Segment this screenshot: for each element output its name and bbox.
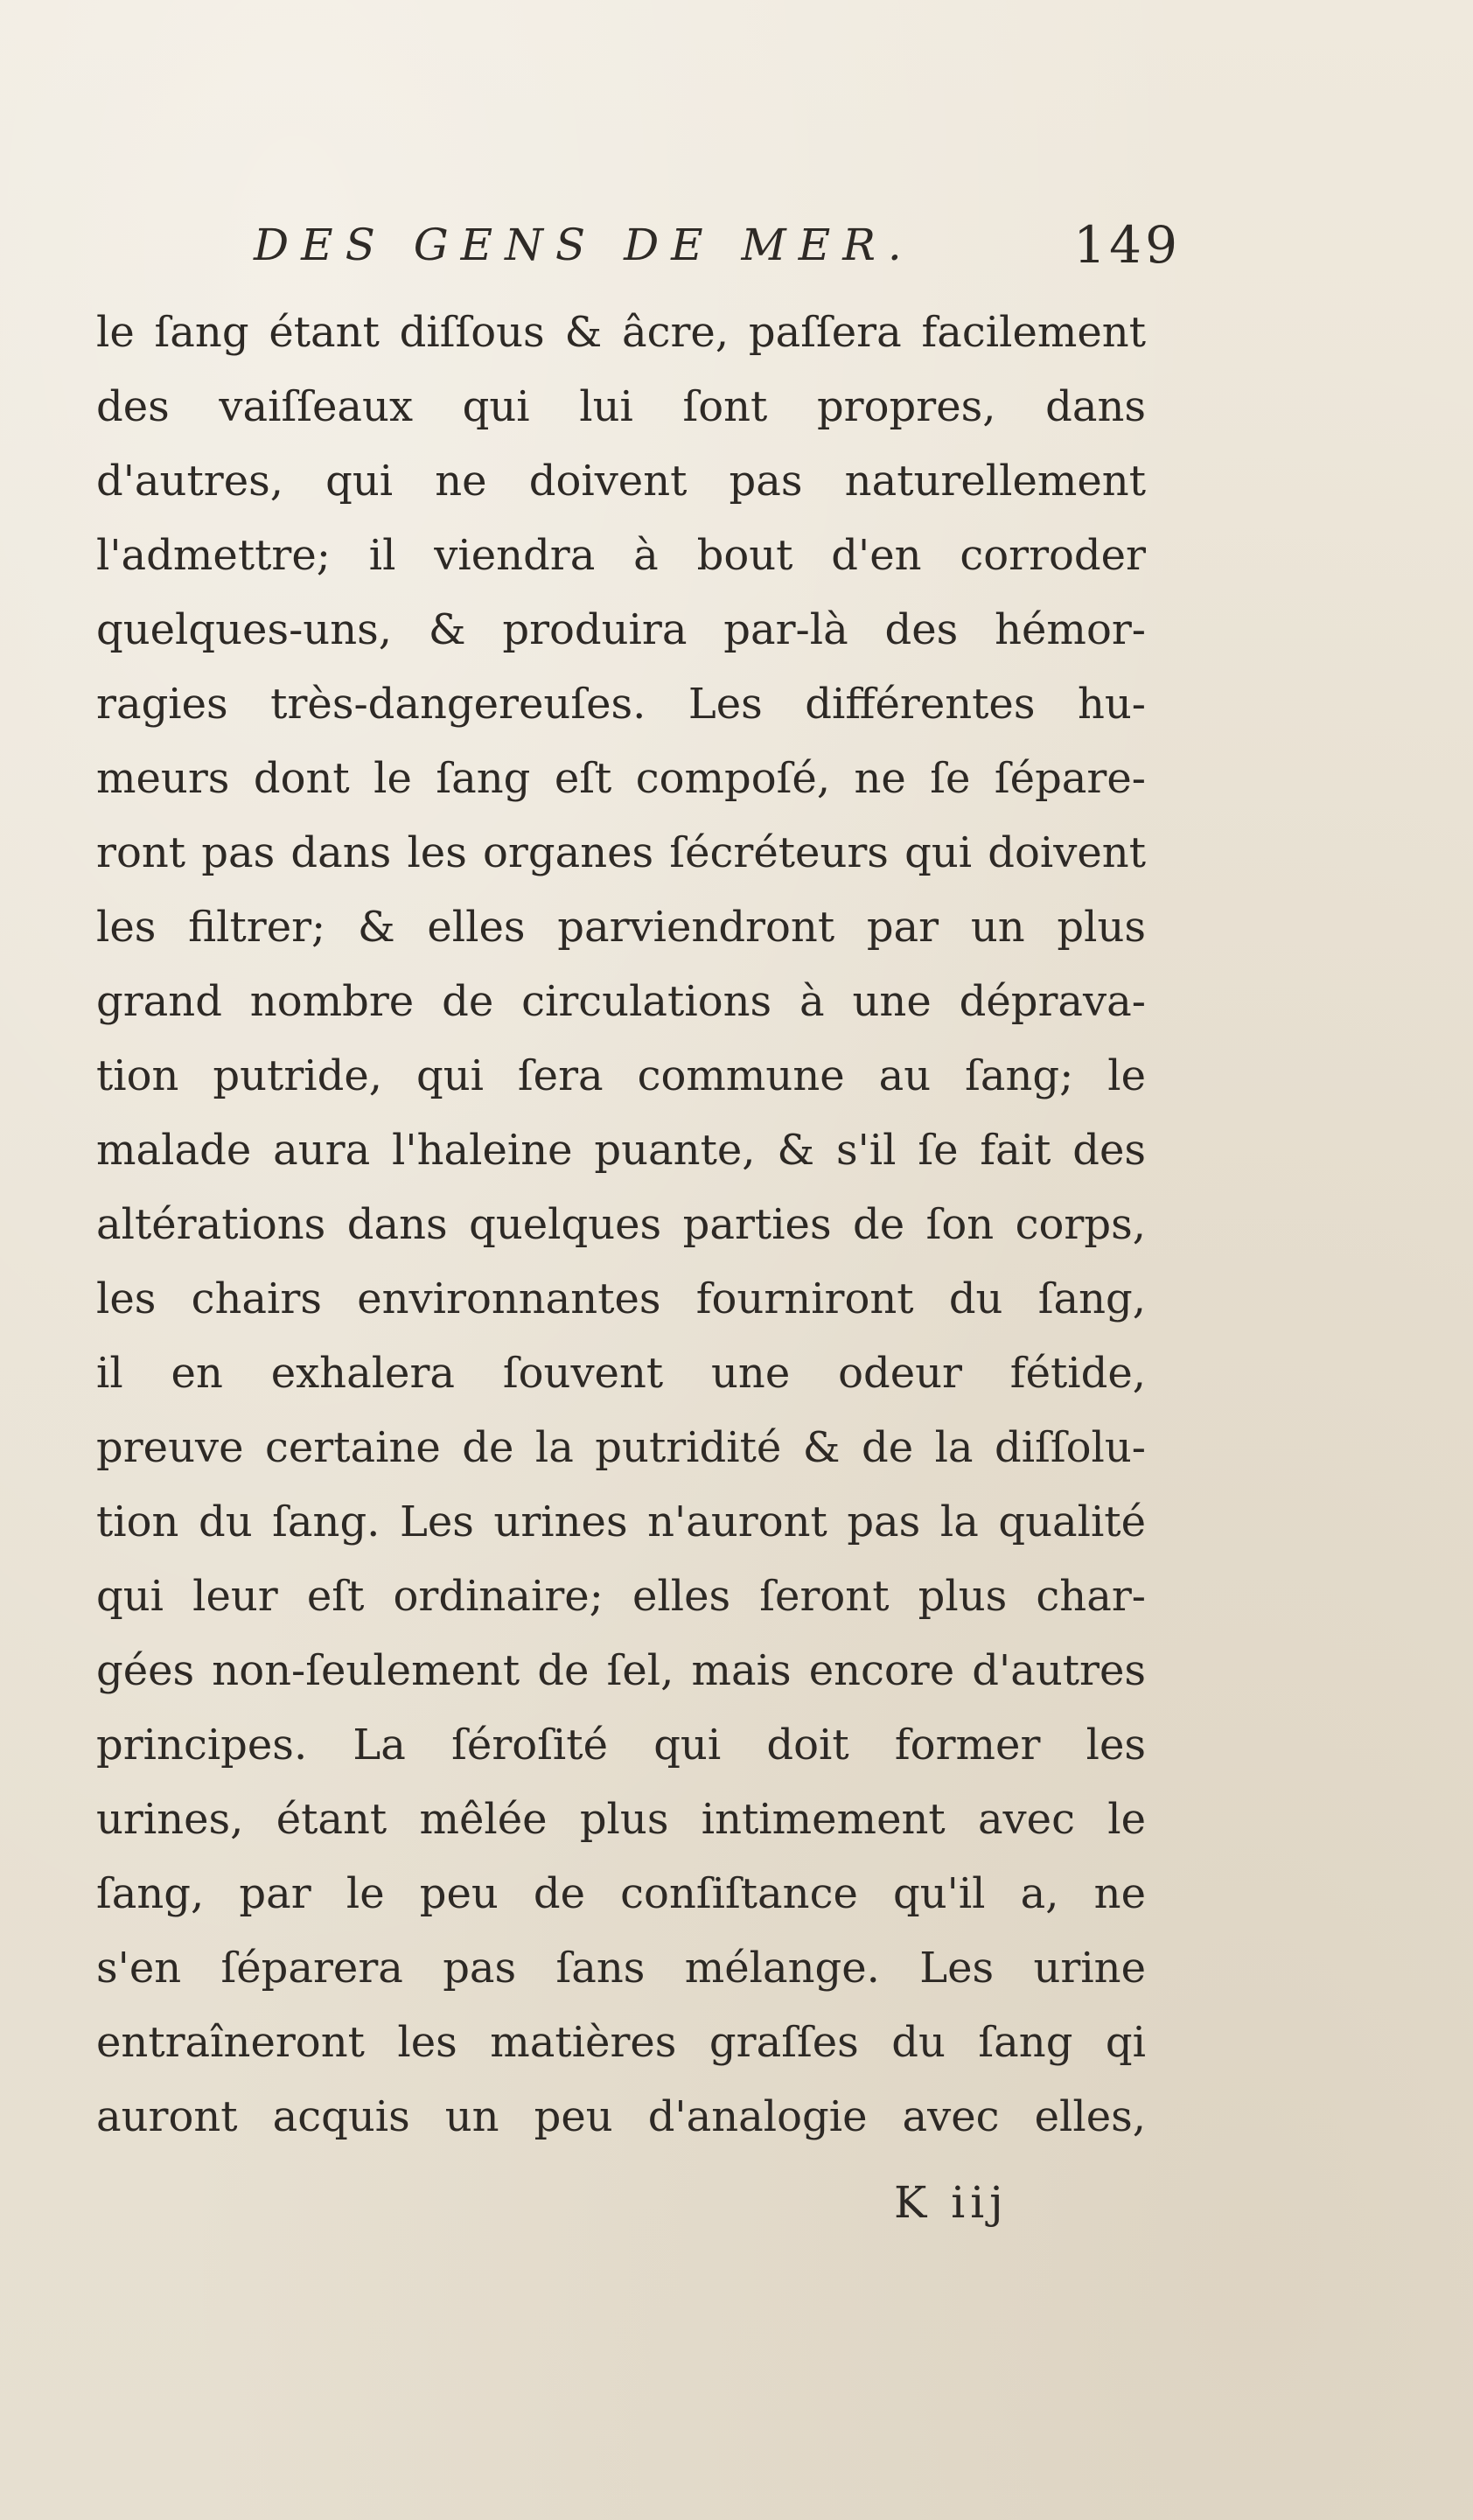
- text-line: meurs dont le ſang eſt compoſé, ne ſe ſépare-: [96, 754, 1146, 803]
- text-line: urines, étant mêlée plus intimement avec le: [96, 1795, 1146, 1844]
- page-header: [254, 210, 1181, 280]
- text-line: les filtrer; & elles parviendront par un plus: [96, 903, 1146, 952]
- text-line: tion du ſang. Les urines n'auront pas la qualité: [96, 1497, 1146, 1546]
- text-line: les chairs environnantes fourniront du ſang,: [96, 1274, 1146, 1323]
- text-line: des vaiſſeaux qui lui ſont propres, dans: [96, 382, 1146, 431]
- text-line: preuve certaine de la putridité & de la diſſolu-: [96, 1423, 1146, 1472]
- text-line: quelques-uns, & produira par-là des hémor-: [96, 605, 1146, 654]
- text-line: le ſang étant diſſous & âcre, paſſera facilement: [96, 308, 1146, 357]
- text-line: gées non-ſeulement de ſel, mais encore d'autres: [96, 1646, 1146, 1695]
- running-title: DES GENS DE MER.: [254, 220, 914, 270]
- body-text: [96, 296, 1146, 2154]
- page-number: 149: [1073, 215, 1181, 275]
- text-line: tion putride, qui ſera commune au ſang; le: [96, 1051, 1146, 1100]
- text-line: grand nombre de circulations à une déprava-: [96, 977, 1146, 1026]
- text-line: principes. La ſéroſité qui doit former les: [96, 1721, 1146, 1770]
- text-line: s'en ſéparera pas ſans mélange. Les urine: [96, 1944, 1146, 1993]
- text-line: qui leur eſt ordinaire; elles ſeront plus char-: [96, 1572, 1146, 1621]
- text-line: l'admettre; il viendra à bout d'en corroder: [96, 531, 1146, 580]
- text-line: entraîneront les matières graſſes du ſang qi: [96, 2018, 1146, 2067]
- text-line: auront acquis un peu d'analogie avec elles,: [96, 2092, 1146, 2141]
- text-line: d'autres, qui ne doivent pas naturellement: [96, 457, 1146, 506]
- text-line: ront pas dans les organes ſécréteurs qui doivent: [96, 828, 1146, 877]
- text-line: ſang, par le peu de conſiſtance qu'il a, ne: [96, 1869, 1146, 1918]
- text-line: altérations dans quelques parties de ſon corps,: [96, 1200, 1146, 1249]
- text-line: malade aura l'haleine puante, & s'il ſe fait des: [96, 1126, 1146, 1175]
- signature-mark: K iij: [894, 2177, 1009, 2228]
- text-line: ragies très-dangereuſes. Les différentes hu-: [96, 680, 1146, 729]
- text-line: il en exhalera ſouvent une odeur fétide,: [96, 1349, 1146, 1398]
